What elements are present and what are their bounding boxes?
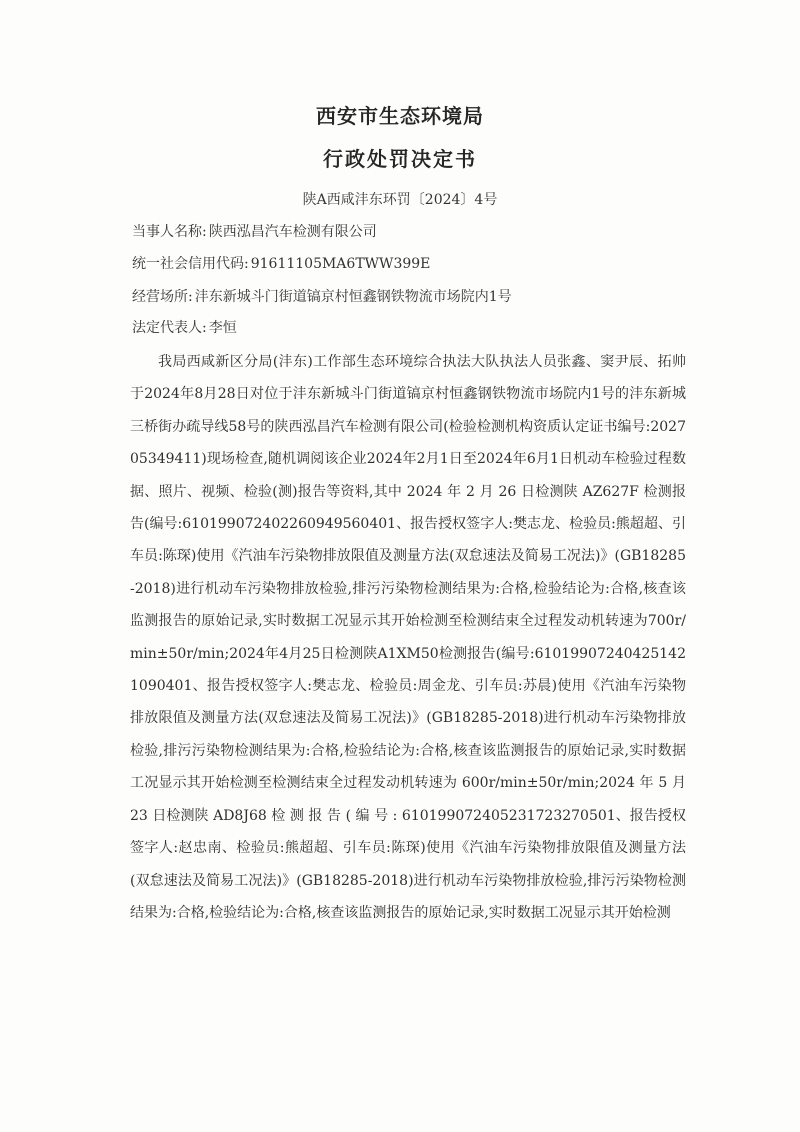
document-type-title: 行政处罚决定书 <box>323 147 477 171</box>
credit-code-label: 统一社会信用代码: <box>132 256 249 272</box>
legal-rep-field <box>132 317 237 337</box>
credit-code-field <box>132 253 430 273</box>
address-value: 沣东新城斗门街道镐京村恒鑫钢铁物流市场院内1号 <box>194 289 512 305</box>
party-name-field <box>132 221 377 241</box>
body-paragraph: 我局西咸新区分局(沣东)工作部生态环境综合执法大队执法人员张鑫、窦尹辰、拓帅于2024年8月28日对位于沣东新城斗门街道镐京村恒鑫钢铁物流市场院内1号的沣东新城三桥街办疏导线58号的陕西泓昌汽车检测有限公司(检验检测机构资质认定证书编号:202705349411)现场检查,随机调阅该企业2024年2月1日至2024年6月1日机动车检验过程数据、照片、视频、检验(测)报告等资料,其中 2024 年 2 月 26 日检测陕 AZ627F 检测报告(编号:6101990724022609495604​01、报告授权签字人:樊志龙、检验员:熊超超、引车员:陈琛)使用《汽油车污染物排放限值及测量方法(双怠速法及简易工况法)》(GB18285-2018)进行机动车污染物排放检验,排污污染物检测结果为:合格,检验结论为:合格,核查该监测报告的原始记录,实时数据工况显示其开始检测至检测结束全过程发动机转速为700r/min±50r/min;2024年4月25日检测陕A1XM50检测报告(编号:6101990724042514210904​01、报告授权签字人:樊志龙、检验员:周金龙、引车员:苏晨)使用《汽油车污染物排放限值及测量方法(双怠速法及简易工况法)》(GB18285-2018)进行机动车污染物排放检验,排污污染物检测结果为:合格,检验结论为:合格,核查该监测报告的原始记录,实时数据工况显示其开始检测至检测结束全过程发动机转速为 600r/min±50r/min;2024 年 5 月 23 日检测陕 AD8J68 检 测 报 告 ( 编 号 : 6101990724052317232705​01、报告授权签字人:赵忠南、检验员:熊超超、引车员:陈琛)使用《汽油车污染物排放限值及测量方法(双怠速法及简易工况法)》(GB18285-2018)进行机动车污染物排放检验,排污污染物检测结果为:合格,检验结论为:合格,核查该监测报告的原始记录,实时数据工况显示其开始检测 <box>130 354 686 921</box>
address-field <box>132 286 512 306</box>
agency-title: 西安市生态环境局 <box>316 104 484 128</box>
party-name-value: 陕西泓昌汽车检测有限公司 <box>208 224 377 240</box>
legal-rep-value: 李恒 <box>208 320 237 336</box>
document-number: 陕A西咸沣东环罚〔2024〕4号 <box>302 192 498 208</box>
legal-rep-label: 法定代表人: <box>132 320 207 336</box>
party-name-label: 当事人名称: <box>132 224 207 240</box>
address-label: 经营场所: <box>132 289 193 305</box>
credit-code-value: 91611105MA6TWW399E <box>250 256 431 272</box>
